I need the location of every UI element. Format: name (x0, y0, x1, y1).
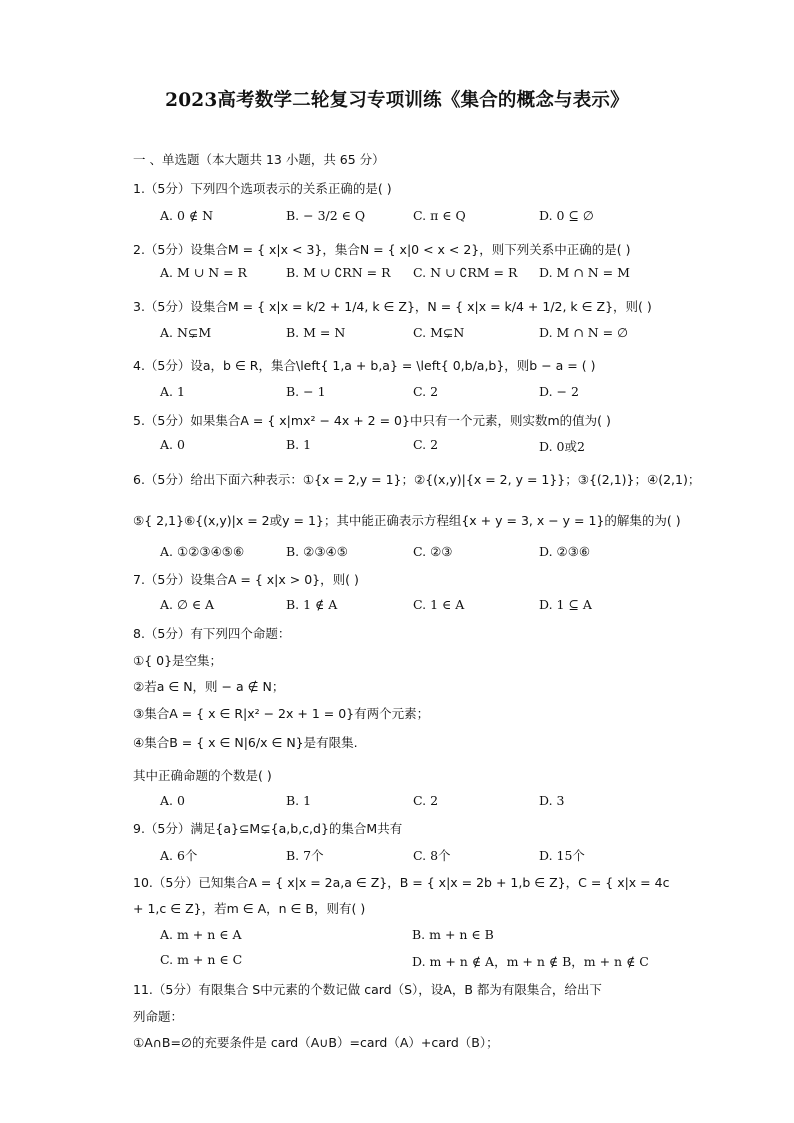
question-6-stem-cont: ⑤{ 2,1}⑥{(x,y)|x = 2或y = 1}；其中能正确表示方程组{x + y = 3, x − y = 1}的解集的为( ) (133, 513, 681, 528)
question-9-stem: 9.（5分）满足{a}⊆M⊊{a,b,c,d}的集合M共有 (133, 821, 403, 836)
question-9-option-b[interactable]: B. 7个 (286, 848, 324, 863)
question-1-option-b[interactable]: B. − 3/2 ∈ Q (286, 208, 366, 223)
question-1-stem: 1.（5分）下列四个选项表示的关系正确的是( ) (133, 181, 392, 196)
question-11-stem: 11.（5分）有限集合 S中元素的个数记做 card（S），设A，B 都为有限集合，给出下 (133, 982, 602, 997)
question-3-stem: 3.（5分）设集合M = { x|x = k/2 + 1/4, k ∈ Z}，N = { x|x = k/4 + 1/2, k ∈ Z}，则( ) (133, 299, 652, 314)
question-1-option-d[interactable]: D. 0 ⊆ ∅ (539, 208, 594, 223)
question-7-option-b[interactable]: B. 1 ∉ A (286, 597, 338, 612)
question-1-option-a[interactable]: A. 0 ∉ N (160, 208, 214, 223)
question-3-option-a[interactable]: A. N⊊M (160, 325, 212, 340)
question-4-option-c[interactable]: C. 2 (413, 384, 439, 399)
question-7-option-c[interactable]: C. 1 ∈ A (413, 597, 465, 612)
question-8-option-c[interactable]: C. 2 (413, 793, 439, 808)
question-10-options-row-1 (160, 927, 680, 949)
question-7-option-d[interactable]: D. 1 ⊆ A (539, 597, 592, 612)
question-8-item-4: ④集合B = { x ∈ N|6/x ∈ N}是有限集. (133, 735, 358, 750)
question-2-option-a[interactable]: A. M ∪ N = R (160, 265, 247, 280)
question-8-item-3: ③集合A = { x ∈ R|x² − 2x + 1 = 0}有两个元素； (133, 706, 430, 721)
question-2-stem: 2.（5分）设集合M = { x|x < 3}，集合N = { x|0 < x < 2}，则下列关系中正确的是( ) (133, 242, 631, 257)
question-4-option-d[interactable]: D. − 2 (539, 384, 579, 399)
question-6-option-c[interactable]: C. ②③ (413, 544, 453, 559)
question-6-option-d[interactable]: D. ②③⑥ (539, 544, 591, 559)
question-2-option-c[interactable]: C. N ∪ ∁RM = R (413, 265, 518, 280)
question-10-stem-cont: + 1,c ∈ Z}，若m ∈ A，n ∈ B，则有( ) (133, 901, 366, 916)
question-5-stem: 5.（5分）如果集合A = { x|mx² − 4x + 2 = 0}中只有一个元素，则实数m的值为( ) (133, 413, 611, 428)
question-5-options (160, 437, 680, 459)
question-6-options (160, 544, 680, 566)
question-2-options (160, 265, 680, 287)
question-7-option-a[interactable]: A. ∅ ∈ A (160, 597, 215, 612)
question-10-options-row-2 (160, 952, 680, 974)
question-10-option-a[interactable]: A. m + n ∈ A (160, 927, 242, 942)
question-8-option-d[interactable]: D. 3 (539, 793, 565, 808)
question-8-stem: 8.（5分）有下列四个命题： (133, 626, 291, 641)
question-2-option-d[interactable]: D. M ∩ N = M (539, 265, 630, 280)
question-8-option-a[interactable]: A. 0 (160, 793, 185, 808)
question-8-option-b[interactable]: B. 1 (286, 793, 312, 808)
question-4-stem: 4.（5分）设a，b ∈ R，集合\left{ 1,a + b,a} = \left{ 0,b/a,b}，则b − a = ( ) (133, 358, 596, 373)
question-6-option-b[interactable]: B. ②③④⑤ (286, 544, 348, 559)
question-5-option-d[interactable]: D. 0或2 (539, 439, 585, 454)
question-8-tail: 其中正确命题的个数是( ) (133, 768, 272, 783)
question-3-option-d[interactable]: D. M ∩ N = ∅ (539, 325, 628, 340)
question-2-option-b[interactable]: B. M ∪ ∁RN = R (286, 265, 391, 280)
question-5-option-b[interactable]: B. 1 (286, 437, 312, 452)
question-10-stem: 10.（5分）已知集合A = { x|x = 2a,a ∈ Z}，B = { x|x = 2b + 1,b ∈ Z}，C = { x|x = 4c (133, 875, 670, 890)
question-5-option-c[interactable]: C. 2 (413, 437, 439, 452)
question-8-item-2: ②若a ∈ N，则 − a ∉ N； (133, 679, 285, 694)
question-9-option-d[interactable]: D. 15个 (539, 848, 585, 863)
question-4-option-b[interactable]: B. − 1 (286, 384, 326, 399)
question-9-option-c[interactable]: C. 8个 (413, 848, 451, 863)
question-11-item-1: ①A∩B=∅的充要条件是 card（A∪B）=card（A）+card（B）； (133, 1035, 499, 1050)
question-3-options (160, 325, 680, 347)
question-7-stem: 7.（5分）设集合A = { x|x > 0}，则( ) (133, 572, 359, 587)
question-3-option-c[interactable]: C. M⊊N (413, 325, 465, 340)
section-heading: 一 、单选题（本大题共 13 小题，共 65 分） (133, 152, 385, 167)
question-4-option-a[interactable]: A. 1 (160, 384, 185, 399)
question-4-options (160, 384, 680, 406)
question-8-item-1: ①{ 0}是空集； (133, 653, 223, 668)
question-10-option-d[interactable]: D. m + n ∉ A，m + n ∉ B，m + n ∉ C (412, 954, 649, 969)
question-9-options (160, 846, 680, 868)
question-6-option-a[interactable]: A. ①②③④⑤⑥ (160, 544, 245, 559)
question-8-options (160, 793, 680, 815)
question-6-stem: 6.（5分）给出下面六种表示：①{x = 2,y = 1}；②{(x,y)|{x = 2, y = 1}}；③{(2,1)}；④(2,1)； (133, 472, 701, 487)
question-10-option-b[interactable]: B. m + n ∈ B (412, 927, 494, 942)
question-1-options (160, 208, 680, 230)
question-10-option-c[interactable]: C. m + n ∈ C (160, 952, 243, 967)
question-3-option-b[interactable]: B. M = N (286, 325, 346, 340)
question-5-option-a[interactable]: A. 0 (160, 437, 185, 452)
question-11-stem-cont: 列命题： (133, 1009, 184, 1024)
question-1-option-c[interactable]: C. π ∈ Q (413, 208, 466, 223)
question-9-option-a[interactable]: A. 6个 (160, 848, 198, 863)
question-7-options (160, 597, 680, 619)
page-title: 2023高考数学二轮复习专项训练《集合的概念与表示》 (165, 90, 629, 111)
